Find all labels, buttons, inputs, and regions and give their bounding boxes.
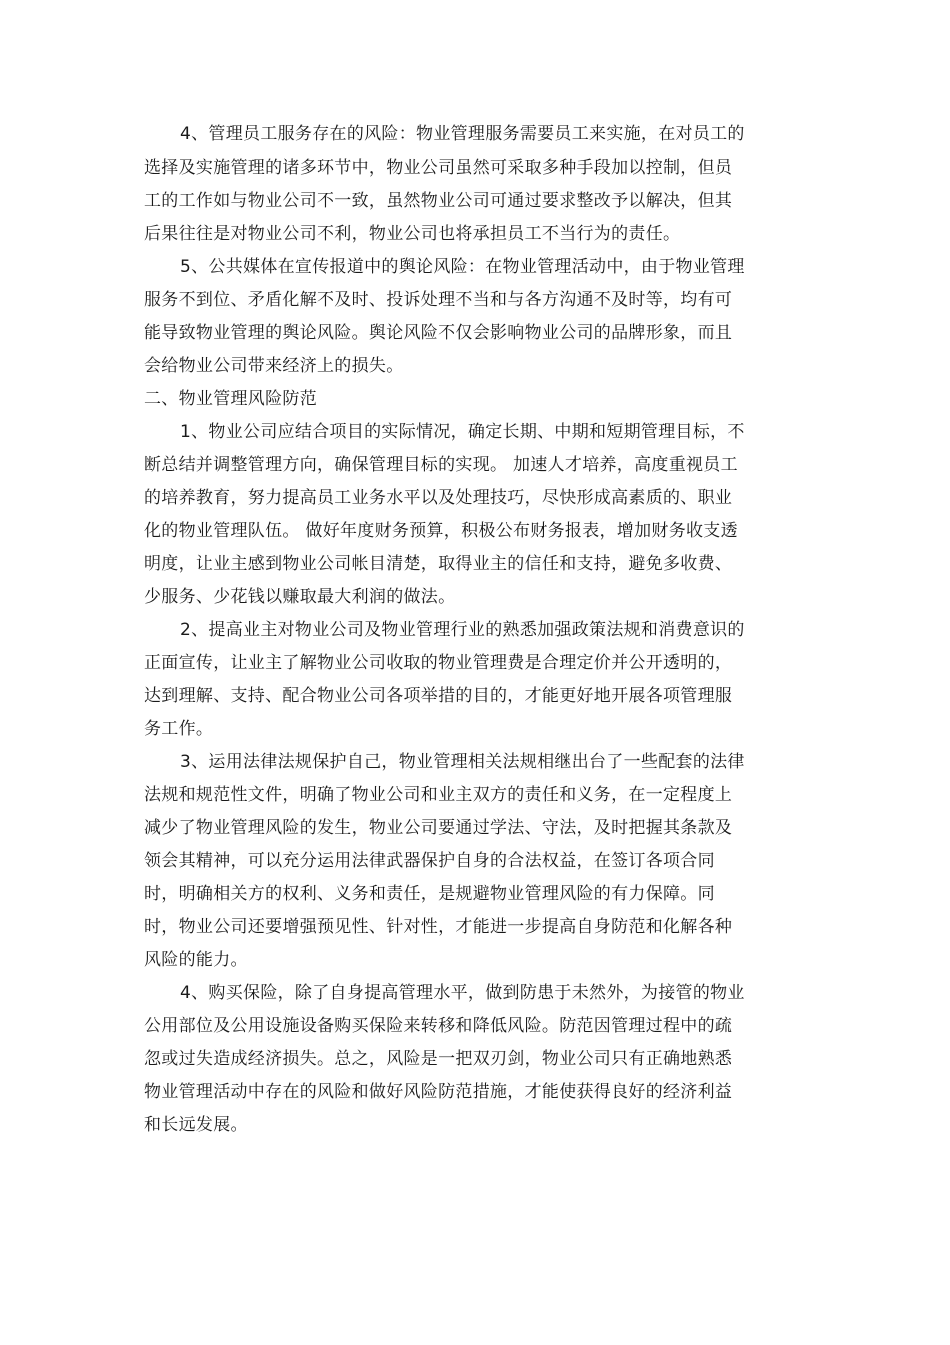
paragraph-4-line-2: 选择及实施管理的诸多环节中，物业公司虽然可采取多种手段加以控制，但员 [144, 158, 733, 178]
paragraph-4-line-3: 工的工作如与物业公司不一致，虽然物业公司可通过要求整改予以解决，但其 [144, 191, 733, 211]
measure-3-line-5: 时，明确相关方的权利、义务和责任，是规避物业管理风险的有力保障。同 [144, 884, 715, 904]
measure-4-line-1: 4、购买保险，除了自身提高管理水平，做到防患于未然外，为接管的物业 [180, 983, 745, 1003]
measure-1-line-1: 1、物业公司应结合项目的实际情况，确定长期、中期和短期管理目标，不 [180, 422, 745, 442]
measure-2-line-3: 达到理解、支持、配合物业公司各项举措的目的，才能更好地开展各项管理服 [144, 686, 733, 706]
measure-3-line-1: 3、运用法律法规保护自己，物业管理相关法规相继出台了一些配套的法律 [180, 752, 745, 772]
measure-4-line-5: 和长远发展。 [144, 1115, 248, 1135]
measure-1-line-6: 少服务、少花钱以赚取最大利润的做法。 [144, 587, 456, 607]
measure-3-line-4: 领会其精神，可以充分运用法律武器保护自身的合法权益，在签订各项合同 [144, 851, 715, 871]
measure-3-line-7: 风险的能力。 [144, 950, 248, 970]
paragraph-5-line-2: 服务不到位、矛盾化解不及时、投诉处理不当和与各方沟通不及时等，均有可 [144, 290, 733, 310]
measure-4-line-2: 公用部位及公用设施设备购买保险来转移和降低风险。防范因管理过程中的疏 [144, 1016, 733, 1036]
measure-1-line-3: 的培养教育，努力提高员工业务水平以及处理技巧，尽快形成高素质的、职业 [144, 488, 733, 508]
section-heading: 二、物业管理风险防范 [144, 389, 317, 409]
paragraph-4-line-1: 4、管理员工服务存在的风险：物业管理服务需要员工来实施，在对员工的 [180, 124, 745, 144]
paragraph-5-line-4: 会给物业公司带来经济上的损失。 [144, 356, 404, 376]
measure-3-line-3: 减少了物业管理风险的发生，物业公司要通过学法、守法，及时把握其条款及 [144, 818, 733, 838]
measure-4-line-4: 物业管理活动中存在的风险和做好风险防范措施，才能使获得良好的经济利益 [144, 1082, 733, 1102]
paragraph-5-line-3: 能导致物业管理的舆论风险。舆论风险不仅会影响物业公司的品牌形象，而且 [144, 323, 733, 343]
measure-1-line-2: 断总结并调整管理方向，确保管理目标的实现。 加速人才培养，高度重视员工 [144, 455, 738, 475]
measure-2-line-2: 正面宣传，让业主了解物业公司收取的物业管理费是合理定价并公开透明的， [144, 653, 733, 673]
measure-2-line-4: 务工作。 [144, 719, 214, 739]
measure-1-line-5: 明度，让业主感到物业公司帐目清楚，取得业主的信任和支持，避免多收费、 [144, 554, 733, 574]
measure-3-line-6: 时，物业公司还要增强预见性、针对性，才能进一步提高自身防范和化解各种 [144, 917, 733, 937]
measure-4-line-3: 忽或过失造成经济损失。总之，风险是一把双刃剑，物业公司只有正确地熟悉 [144, 1049, 733, 1069]
measure-2-line-1: 2、提高业主对物业公司及物业管理行业的熟悉加强政策法规和消费意识的 [180, 620, 745, 640]
paragraph-4-line-4: 后果往往是对物业公司不利，物业公司也将承担员工不当行为的责任。 [144, 224, 681, 244]
measure-3-line-2: 法规和规范性文件，明确了物业公司和业主双方的责任和义务，在一定程度上 [144, 785, 733, 805]
measure-1-line-4: 化的物业管理队伍。 做好年度财务预算，积极公布财务报表，增加财务收支透 [144, 521, 738, 541]
paragraph-5-line-1: 5、公共媒体在宣传报道中的舆论风险：在物业管理活动中，由于物业管理 [180, 257, 745, 277]
